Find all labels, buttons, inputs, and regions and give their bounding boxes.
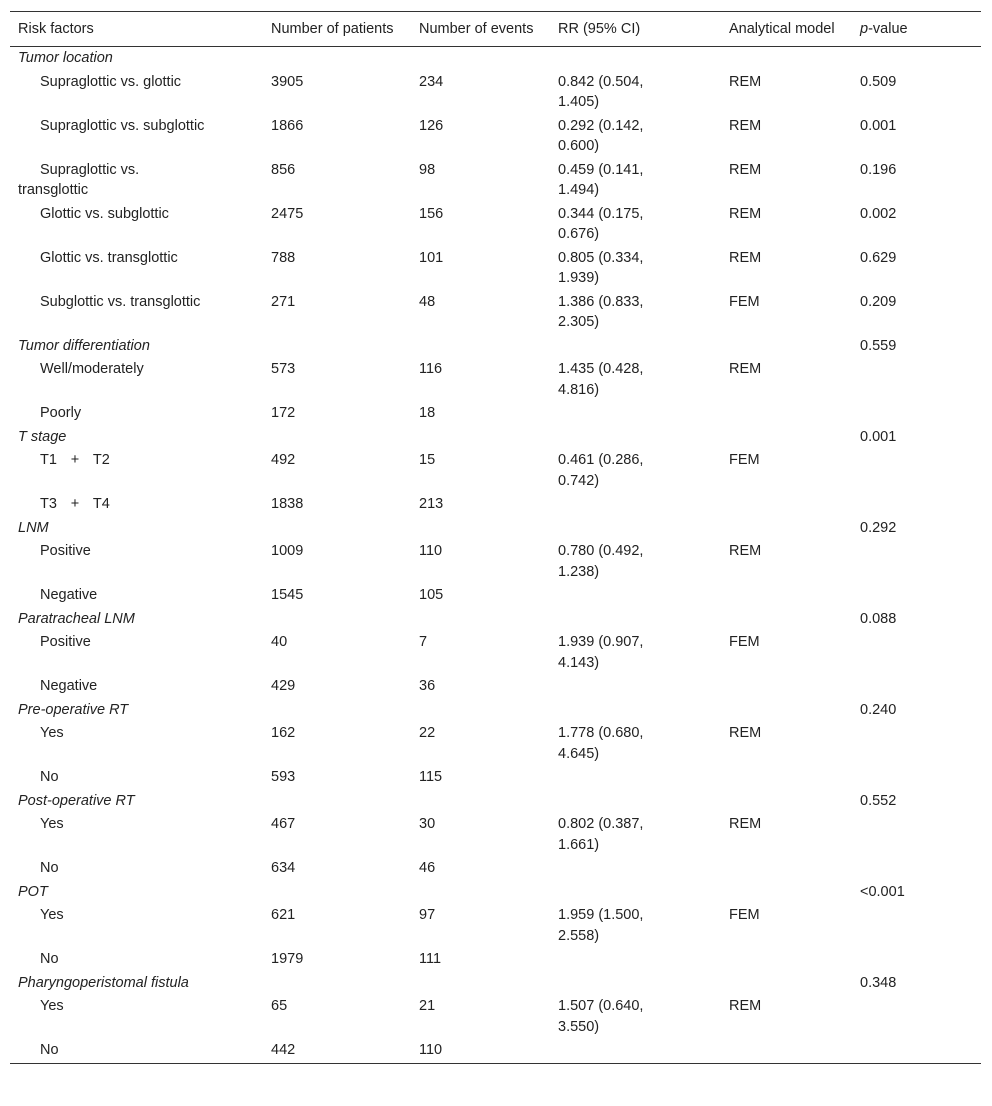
patients-cell: 467 [271, 816, 296, 832]
risk-factor-table [10, 11, 981, 1064]
group-row-t-stage [10, 426, 981, 450]
events-cell: 18 [419, 405, 436, 421]
header-rr: RR (95% CI) [558, 21, 641, 37]
events-cell: 115 [419, 769, 443, 785]
group-row-pot [10, 881, 981, 905]
events-cell: 213 [419, 496, 444, 512]
rr-cell: 0.344 (0.175, 0.676) [558, 205, 644, 242]
p-italic: p [860, 21, 869, 37]
p-cell: 0.559 [860, 337, 897, 354]
events-cell: 110 [419, 1042, 443, 1058]
row-label: Yes [40, 907, 64, 923]
patients-cell: 573 [271, 361, 296, 377]
p-cell: 0.002 [860, 205, 897, 222]
row-label: Supraglottic vs. glottic [40, 73, 182, 90]
patients-cell: 788 [271, 249, 296, 266]
patients-cell: 2475 [271, 205, 304, 222]
group-name: Paratracheal LNM [18, 610, 135, 627]
row-label: Negative [40, 587, 98, 603]
model-cell: FEM [729, 907, 760, 923]
p-cell: 0.292 [860, 519, 897, 536]
rr-cell: 0.842 (0.504, 1.405) [558, 73, 644, 110]
group-row-pre-operative-rt [10, 699, 981, 723]
patients-cell: 1866 [271, 117, 304, 134]
row-label: No [40, 951, 59, 967]
rr-cell: 0.780 (0.492, 1.238) [558, 543, 644, 580]
row-label: Glottic vs. transglottic [40, 249, 178, 266]
events-cell: 22 [419, 725, 436, 741]
group-row-tumor-differentiation [10, 335, 981, 359]
events-cell: 21 [419, 998, 436, 1014]
events-cell: 15 [419, 452, 436, 468]
p-cell: 0.629 [860, 249, 897, 266]
model-cell: REM [729, 205, 762, 222]
row-label: Yes [40, 816, 64, 832]
patients-cell: 1009 [271, 543, 304, 559]
patients-cell: 172 [271, 405, 296, 421]
row-label-line2: transglottic [18, 182, 89, 198]
plus-sign: + [70, 452, 80, 468]
table-row [10, 115, 981, 159]
plus-sign: + [70, 496, 80, 512]
table-row [10, 449, 981, 493]
stage-a: T3 [40, 496, 57, 512]
p-suffix: -value [868, 21, 908, 37]
table-row [10, 766, 981, 790]
table-row [10, 857, 981, 881]
model-cell: FEM [729, 293, 760, 310]
row-label: Poorly [40, 405, 82, 421]
model-cell: REM [729, 816, 762, 832]
row-label: Glottic vs. subglottic [40, 205, 169, 222]
model-cell: REM [729, 117, 762, 134]
table-row [10, 540, 981, 584]
patients-cell: 271 [271, 293, 296, 310]
header-row [10, 12, 981, 47]
events-cell: 234 [419, 73, 444, 90]
rr-cell: 1.778 (0.680, 4.645) [558, 725, 644, 762]
patients-cell: 1545 [271, 587, 304, 603]
header-patients: Number of patients [271, 21, 394, 37]
p-cell: 0.088 [860, 610, 897, 627]
group-row-pharyngoperistomal-fistula [10, 972, 981, 996]
events-cell: 156 [419, 205, 444, 222]
p-cell: 0.001 [860, 117, 897, 134]
table [10, 11, 981, 1064]
events-cell: 46 [419, 860, 436, 876]
patients-cell: 593 [271, 769, 296, 785]
model-cell: REM [729, 73, 762, 90]
group-name: T stage [18, 428, 67, 445]
rr-cell: 1.507 (0.640, 3.550) [558, 998, 644, 1035]
patients-cell: 634 [271, 860, 296, 876]
group-name: LNM [18, 519, 49, 536]
events-cell: 116 [419, 361, 443, 377]
model-cell: REM [729, 543, 762, 559]
row-label: No [40, 860, 59, 876]
table-row [10, 631, 981, 675]
events-cell: 105 [419, 587, 444, 603]
rr-cell: 1.959 (1.500, 2.558) [558, 907, 644, 944]
table-row [10, 203, 981, 247]
header-model: Analytical model [729, 21, 835, 37]
table-row [10, 995, 981, 1039]
rr-cell: 1.386 (0.833, 2.305) [558, 293, 644, 330]
header-p-value [852, 12, 981, 47]
row-label: Yes [40, 998, 64, 1014]
stage-b: T2 [92, 452, 110, 468]
events-cell: 30 [419, 816, 436, 832]
p-cell: 0.348 [860, 974, 897, 991]
row-label: Yes [40, 725, 64, 741]
table-row [10, 402, 981, 426]
rr-cell: 0.459 (0.141, 1.494) [558, 161, 644, 198]
group-name: Pre-operative RT [18, 701, 129, 718]
rr-cell: 0.805 (0.334, 1.939) [558, 249, 644, 286]
patients-cell: 3905 [271, 73, 304, 90]
model-cell: FEM [729, 634, 760, 650]
table-row [10, 493, 981, 517]
events-cell: 126 [419, 117, 444, 134]
group-row-tumor-location [10, 47, 981, 71]
patients-cell: 856 [271, 161, 296, 178]
events-cell: 101 [419, 249, 444, 266]
table-row [10, 247, 981, 291]
patients-cell: 65 [271, 998, 288, 1014]
patients-cell: 442 [271, 1042, 296, 1058]
table-row [10, 584, 981, 608]
stage-a: T1 [40, 452, 57, 468]
patients-cell: 621 [271, 907, 296, 923]
table-row [10, 159, 981, 203]
table-row [10, 71, 981, 115]
stage-b: T4 [92, 496, 110, 512]
events-cell: 97 [419, 907, 436, 923]
group-name: Tumor differentiation [18, 337, 150, 354]
p-cell: 0.240 [860, 701, 897, 718]
group-row-post-operative-rt [10, 790, 981, 814]
events-cell: 111 [419, 951, 442, 967]
model-cell: REM [729, 161, 762, 178]
row-label: No [40, 1042, 59, 1058]
model-cell: FEM [729, 452, 760, 468]
rr-cell: 0.461 (0.286, 0.742) [558, 452, 644, 489]
p-cell: 0.552 [860, 792, 897, 809]
table-row [10, 722, 981, 766]
patients-cell: 429 [271, 678, 296, 694]
group-name: POT [18, 883, 48, 900]
table-row [10, 358, 981, 402]
row-label: Supraglottic vs. subglottic [40, 117, 205, 134]
model-cell: REM [729, 725, 762, 741]
row-label: Subglottic vs. transglottic [40, 293, 201, 310]
events-cell: 36 [419, 678, 436, 694]
header-events: Number of events [419, 21, 534, 37]
row-label: Negative [40, 678, 98, 694]
table-row [10, 291, 981, 335]
row-label: Positive [40, 543, 91, 559]
table-row [10, 813, 981, 857]
header-risk-factors: Risk factors [18, 21, 94, 37]
table-row [10, 904, 981, 948]
p-cell: <0.001 [860, 883, 905, 900]
p-cell: 0.001 [860, 428, 897, 445]
patients-cell: 1838 [271, 496, 304, 512]
p-cell: 0.209 [860, 293, 897, 310]
model-cell: REM [729, 249, 762, 266]
patients-cell: 40 [271, 634, 288, 650]
group-name: Pharyngoperistomal fistula [18, 974, 189, 991]
p-cell: 0.196 [860, 161, 897, 178]
patients-cell: 492 [271, 452, 296, 468]
p-cell: 0.509 [860, 73, 897, 90]
model-cell: REM [729, 998, 762, 1014]
rr-cell: 1.435 (0.428, 4.816) [558, 361, 644, 398]
row-label: Well/moderately [40, 361, 144, 377]
model-cell: REM [729, 361, 762, 377]
rr-cell: 0.292 (0.142, 0.600) [558, 117, 644, 154]
rr-cell: 0.802 (0.387, 1.661) [558, 816, 644, 853]
group-row-paratracheal-lnm [10, 608, 981, 632]
rr-cell: 1.939 (0.907, 4.143) [558, 634, 644, 671]
row-label-line1: Supraglottic vs. [40, 161, 140, 178]
row-label: No [40, 769, 59, 785]
events-cell: 48 [419, 293, 436, 310]
row-label: Positive [40, 634, 91, 650]
group-row-lnm [10, 517, 981, 541]
events-cell: 7 [419, 634, 428, 650]
group-name: Post-operative RT [18, 792, 135, 809]
events-cell: 110 [419, 543, 443, 559]
events-cell: 98 [419, 161, 436, 178]
table-row [10, 675, 981, 699]
patients-cell: 1979 [271, 951, 304, 967]
table-row [10, 948, 981, 972]
patients-cell: 162 [271, 725, 296, 741]
table-row [10, 1039, 981, 1063]
group-name: Tumor location [18, 50, 113, 66]
